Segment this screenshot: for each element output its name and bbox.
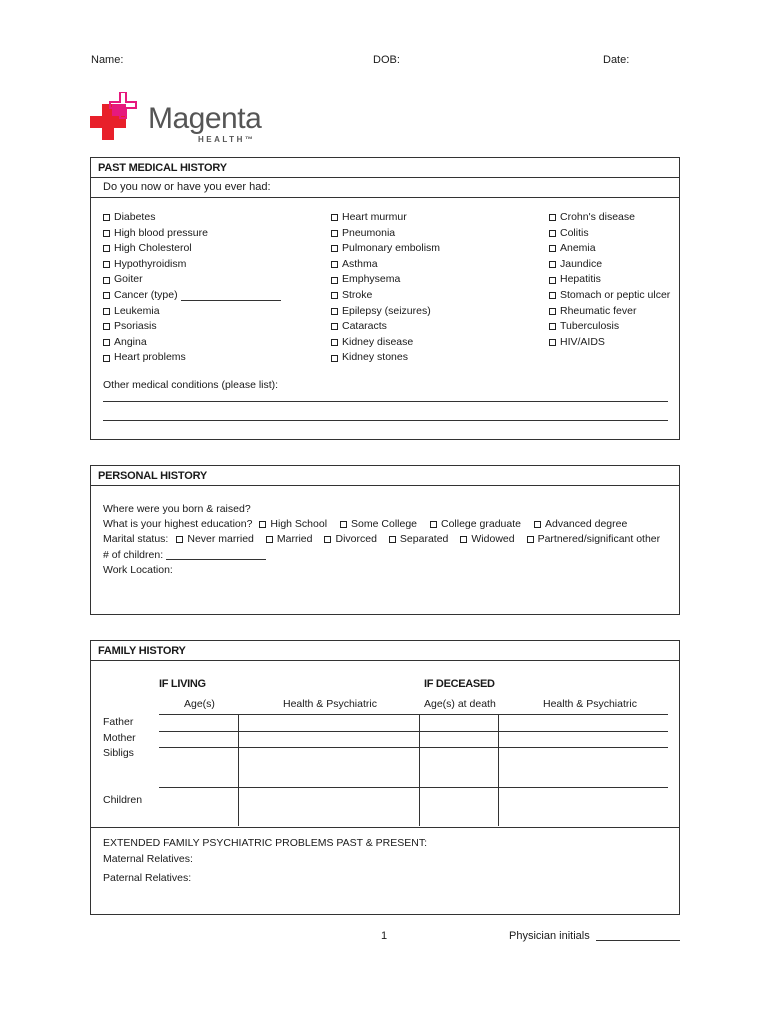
checkbox[interactable] xyxy=(103,292,110,299)
condition-item[interactable]: Heart problems xyxy=(103,350,281,366)
education-option[interactable]: Advanced degree xyxy=(534,518,627,530)
grid-line xyxy=(498,714,499,826)
marital-option[interactable]: Never married xyxy=(176,533,254,545)
checkbox[interactable] xyxy=(259,521,266,528)
condition-item[interactable]: HIV/AIDS xyxy=(549,335,670,351)
education-option[interactable]: College graduate xyxy=(430,518,521,530)
date-label: Date: xyxy=(603,54,630,66)
condition-item[interactable]: Angina xyxy=(103,335,281,351)
checkbox[interactable] xyxy=(324,536,331,543)
physician-initials-label: Physician initials xyxy=(509,930,590,942)
section-title: FAMILY HISTORY xyxy=(91,641,679,661)
born-raised-label: Where were you born & raised? xyxy=(103,503,251,515)
checkbox[interactable] xyxy=(331,214,338,221)
name-label: Name: xyxy=(91,54,124,66)
checkbox[interactable] xyxy=(549,261,556,268)
col-ages: Age(s) xyxy=(184,698,215,710)
maternal-relatives-label: Maternal Relatives: xyxy=(103,853,193,865)
row-children: Children xyxy=(103,794,143,806)
checkbox[interactable] xyxy=(549,308,556,315)
condition-item[interactable]: Hypothyroidism xyxy=(103,257,281,273)
other-conditions-line-1[interactable] xyxy=(103,401,668,402)
checkbox[interactable] xyxy=(331,261,338,268)
checkbox[interactable] xyxy=(549,323,556,330)
logo-brand-text: Magenta xyxy=(148,102,262,135)
section-question: Do you now or have you ever had: xyxy=(91,178,679,198)
education-label: What is your highest education? xyxy=(103,518,253,530)
checkbox[interactable] xyxy=(103,245,110,252)
condition-item[interactable]: Epilepsy (seizures) xyxy=(331,304,440,320)
condition-item[interactable]: Diabetes xyxy=(103,210,281,226)
logo-tagline: HEALTH™ xyxy=(198,135,256,144)
grid-line xyxy=(159,731,668,732)
condition-item[interactable]: Pneumonia xyxy=(331,226,440,242)
if-living-heading: IF LIVING xyxy=(159,678,206,690)
row-mother: Mother xyxy=(103,732,136,744)
condition-item[interactable]: Asthma xyxy=(331,257,440,273)
checkbox[interactable] xyxy=(103,339,110,346)
condition-item[interactable]: Heart murmur xyxy=(331,210,440,226)
checkbox[interactable] xyxy=(176,536,183,543)
education-row xyxy=(103,518,627,530)
checkbox[interactable] xyxy=(103,261,110,268)
other-conditions-line-2[interactable] xyxy=(103,420,668,421)
checkbox[interactable] xyxy=(331,277,338,284)
marital-option[interactable]: Married xyxy=(266,533,313,545)
condition-item[interactable]: Tuberculosis xyxy=(549,319,670,335)
grid-line xyxy=(159,747,668,748)
paternal-relatives-label: Paternal Relatives: xyxy=(103,872,192,884)
grid-line xyxy=(159,714,668,715)
checkbox[interactable] xyxy=(549,245,556,252)
checkbox[interactable] xyxy=(266,536,273,543)
personal-history-section xyxy=(90,465,680,615)
checkbox[interactable] xyxy=(103,323,110,330)
children-count-field[interactable] xyxy=(166,550,266,560)
condition-item[interactable]: Hepatitis xyxy=(549,272,670,288)
condition-item[interactable]: Kidney stones xyxy=(331,350,440,366)
physician-initials-field[interactable] xyxy=(596,940,680,941)
conditions-column-3 xyxy=(549,210,670,350)
checkbox[interactable] xyxy=(430,521,437,528)
condition-item[interactable]: High Cholesterol xyxy=(103,241,281,257)
checkbox[interactable] xyxy=(331,230,338,237)
checkbox[interactable] xyxy=(331,245,338,252)
condition-item[interactable]: Rheumatic fever xyxy=(549,304,670,320)
marital-option[interactable]: Partnered/significant other xyxy=(527,533,661,545)
checkbox[interactable] xyxy=(103,230,110,237)
condition-item[interactable]: Goiter xyxy=(103,272,281,288)
other-conditions-label: Other medical conditions (please list): xyxy=(103,379,279,391)
checkbox[interactable] xyxy=(549,277,556,284)
condition-item[interactable]: Cataracts xyxy=(331,319,440,335)
children-count-label: # of children: xyxy=(103,549,164,561)
logo-cross-icon xyxy=(90,92,146,144)
marital-row xyxy=(103,533,660,545)
marital-label: Marital status: xyxy=(103,533,169,545)
section-title: PERSONAL HISTORY xyxy=(91,466,679,486)
section-title: PAST MEDICAL HISTORY xyxy=(91,158,679,178)
if-deceased-heading: IF DECEASED xyxy=(424,678,495,690)
checkbox[interactable] xyxy=(103,277,110,284)
checkbox[interactable] xyxy=(534,521,541,528)
conditions-column-1 xyxy=(103,210,281,366)
checkbox[interactable] xyxy=(331,323,338,330)
condition-item[interactable]: Stroke xyxy=(331,288,440,304)
checkbox[interactable] xyxy=(331,339,338,346)
education-option[interactable]: Some College xyxy=(340,518,417,530)
extended-family-title: EXTENDED FAMILY PSYCHIATRIC PROBLEMS PAST & PRESENT: xyxy=(103,837,428,849)
page-number: 1 xyxy=(381,930,388,942)
condition-item[interactable]: Emphysema xyxy=(331,272,440,288)
checkbox[interactable] xyxy=(549,214,556,221)
checkbox[interactable] xyxy=(549,339,556,346)
cancer-type-field[interactable] xyxy=(181,291,281,301)
checkbox[interactable] xyxy=(103,308,110,315)
conditions-column-2 xyxy=(331,210,440,366)
condition-item[interactable]: Leukemia xyxy=(103,304,281,320)
grid-line xyxy=(159,787,668,788)
marital-option[interactable]: Widowed xyxy=(460,533,514,545)
grid-line xyxy=(419,714,420,826)
col-health-living: Health & Psychiatric xyxy=(283,698,377,710)
condition-item[interactable]: High blood pressure xyxy=(103,226,281,242)
family-history-section xyxy=(90,640,680,915)
checkbox[interactable] xyxy=(103,355,110,362)
checkbox[interactable] xyxy=(331,355,338,362)
condition-item[interactable]: Cancer (type) xyxy=(103,288,281,304)
checkbox[interactable] xyxy=(527,536,534,543)
marital-option[interactable]: Separated xyxy=(389,533,448,545)
col-age-death: Age(s) at death xyxy=(424,698,496,710)
education-option[interactable]: High School xyxy=(259,518,327,530)
checkbox[interactable] xyxy=(389,536,396,543)
checkbox[interactable] xyxy=(331,308,338,315)
row-father: Father xyxy=(103,716,134,728)
checkbox[interactable] xyxy=(549,292,556,299)
condition-item[interactable]: Psoriasis xyxy=(103,319,281,335)
checkbox[interactable] xyxy=(549,230,556,237)
condition-item[interactable]: Colitis xyxy=(549,226,670,242)
condition-item[interactable]: Jaundice xyxy=(549,257,670,273)
grid-line xyxy=(238,714,239,826)
checkbox[interactable] xyxy=(340,521,347,528)
marital-option[interactable]: Divorced xyxy=(324,533,376,545)
work-location-label: Work Location: xyxy=(103,564,173,576)
dob-label: DOB: xyxy=(373,54,400,66)
row-siblings: Sibligs xyxy=(103,747,134,759)
col-health-deceased: Health & Psychiatric xyxy=(543,698,637,710)
condition-item[interactable]: Kidney disease xyxy=(331,335,440,351)
checkbox[interactable] xyxy=(331,292,338,299)
checkbox[interactable] xyxy=(103,214,110,221)
past-medical-history-section xyxy=(90,157,680,440)
checkbox[interactable] xyxy=(460,536,467,543)
section-divider xyxy=(91,827,679,828)
magenta-health-logo xyxy=(90,92,270,147)
condition-item[interactable]: Stomach or peptic ulcer xyxy=(549,288,670,304)
condition-item[interactable]: Pulmonary embolism xyxy=(331,241,440,257)
children-row xyxy=(103,549,266,561)
condition-item[interactable]: Crohn's disease xyxy=(549,210,670,226)
condition-item[interactable]: Anemia xyxy=(549,241,670,257)
